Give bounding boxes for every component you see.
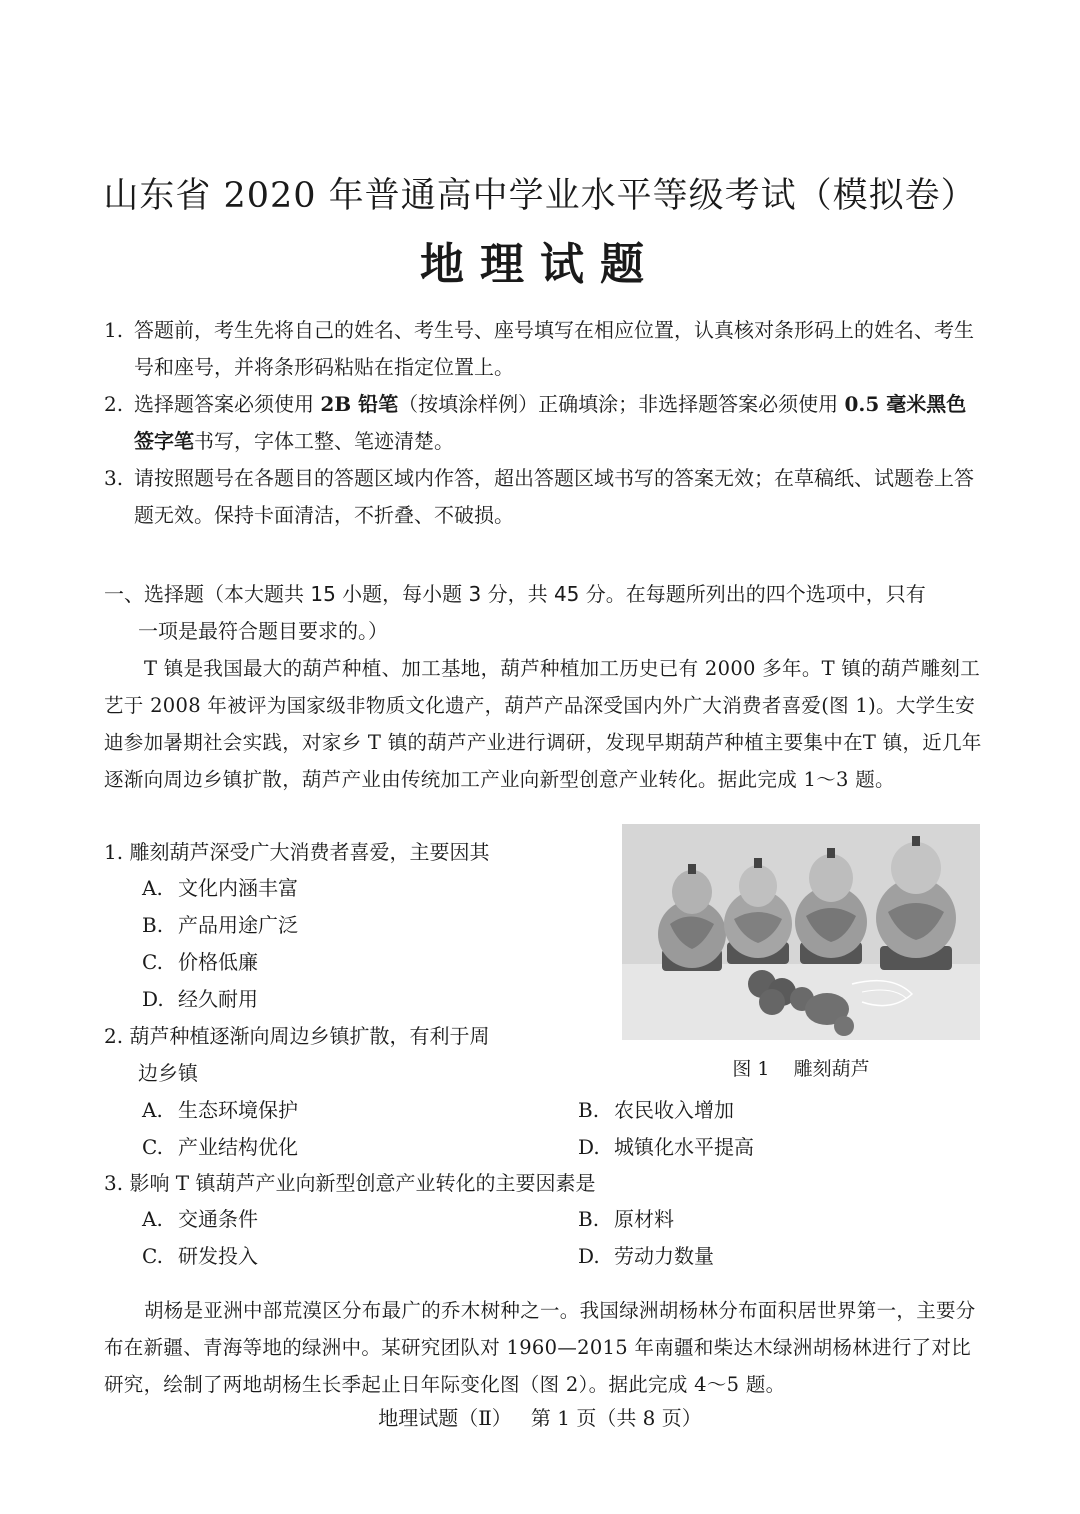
option-text: 城镇化水平提高 [614, 1135, 754, 1159]
option-letter: D. [578, 1135, 600, 1159]
option-letter: D. [578, 1244, 600, 1268]
option-text: 经久耐用 [178, 987, 258, 1011]
option-text: 交通条件 [178, 1207, 258, 1231]
question-3-option-c[interactable] [142, 1238, 258, 1274]
notice-number: 3. [104, 466, 124, 490]
question-2-stem: 2. 葫芦种植逐渐向周边乡镇扩散，有利于周 [104, 1024, 490, 1048]
notice-number: 2. [104, 392, 124, 416]
passage-2: 胡杨是亚洲中部荒漠区分布最广的乔木树种之一。我国绿洲胡杨林分布面积居世界第一，主要分布在新疆、青海等地的绿洲中。某研究团队对 1960—2015 年南疆和柴达木绿洲胡杨林进行了对比研究，绘制了两地胡杨生长季起止日年际变化图（图 2）。据此完成 4～5 题。 [104, 1299, 976, 1396]
section-heading-line: 一、选择题（本大题共 15 小题，每小题 3 分，共 45 分。在每题所列出的四个选项中，只有 [104, 582, 926, 606]
figure-1-caption: 图 1 雕刻葫芦 [732, 1058, 870, 1080]
question-2-option-c[interactable] [142, 1129, 298, 1165]
notice-3 [104, 460, 984, 534]
figure-1-carved-gourds-photo [622, 824, 980, 1040]
question-2-option-a[interactable] [142, 1092, 298, 1128]
carved-gourds-illustration [622, 824, 980, 1040]
passage-1: T 镇是我国最大的葫芦种植、加工基地，葫芦种植加工历史已有 2000 多年。T 镇的葫芦雕刻工艺于 2008 年被评为国家级非物质文化遗产，葫芦产品深受国内外广大消费者喜爱(图 1)。大学生安迪参加暑期社会实践，对家乡 T 镇的葫芦产业进行调研，发现早期葫芦种植主要集中在T 镇，近几年逐渐向周边乡镇扩散，葫芦产业由传统加工产业向新型创意产业转化。据此完成 1～3 题。 [104, 657, 982, 791]
option-text: 文化内涵丰富 [178, 876, 298, 900]
question-1-option-d[interactable] [142, 981, 258, 1017]
notice-text: 答题前，考生先将自己的姓名、考生号、座号填写在相应位置，认真核对条形码上的姓名、考生号和座号，并将条形码粘贴在指定位置上。 [134, 318, 974, 379]
option-letter: A. [142, 1098, 163, 1122]
notice-text-part: （按填涂样例）正确填涂；非选择题答案必须使用 [398, 392, 845, 416]
notice-text-part: 选择题答案必须使用 [134, 392, 321, 416]
exam-title: 山东省 2020 年普通高中学业水平等级考试（模拟卷） [103, 176, 977, 216]
option-letter: A. [142, 1207, 163, 1231]
option-text: 劳动力数量 [614, 1244, 714, 1268]
section-heading [104, 576, 984, 650]
option-text: 生态环境保护 [178, 1098, 298, 1122]
option-text: 产品用途广泛 [178, 913, 298, 937]
option-letter: B. [142, 913, 164, 937]
notice-text-part: 书写，字体工整、笔迹清楚。 [194, 429, 454, 453]
option-letter: D. [142, 987, 164, 1011]
option-text: 原材料 [614, 1207, 674, 1231]
option-text: 价格低廉 [178, 950, 258, 974]
option-letter: A. [142, 876, 163, 900]
option-letter: C. [142, 1135, 163, 1159]
option-text: 产业结构优化 [178, 1135, 298, 1159]
page-footer: 地理试题（Ⅱ） 第 1 页（共 8 页） [378, 1406, 702, 1430]
question-2-option-b[interactable] [578, 1092, 734, 1128]
question-2-option-d[interactable] [578, 1129, 754, 1165]
question-3-option-a[interactable] [142, 1201, 258, 1237]
question-3-stem: 3. 影响 T 镇葫芦产业向新型创意产业转化的主要因素是 [104, 1171, 596, 1195]
option-text: 研发投入 [178, 1244, 258, 1268]
option-letter: B. [578, 1098, 600, 1122]
question-1-option-b[interactable] [142, 907, 298, 943]
question-1-option-a[interactable] [142, 870, 298, 906]
notice-2 [104, 386, 984, 460]
section-heading-line: 一项是最符合题目要求的。） [138, 619, 388, 643]
notice-1 [104, 312, 984, 386]
notice-text [134, 386, 986, 460]
option-letter: C. [142, 950, 163, 974]
question-1-stem: 1. 雕刻葫芦深受广大消费者喜爱，主要因其 [104, 840, 490, 864]
question-1-option-c[interactable] [142, 944, 258, 980]
notice-emphasis: 2B 铅笔 [320, 392, 399, 416]
notice-emphasis: 0.5 毫米黑色签字笔 [134, 392, 967, 453]
question-2-stem-cont: 边乡镇 [138, 1061, 198, 1085]
exam-subject-title: 地理试题 [420, 239, 660, 290]
notice-number: 1. [104, 318, 124, 342]
question-3-option-b[interactable] [578, 1201, 674, 1237]
notice-text: 请按照题号在各题目的答题区域内作答，超出答题区域书写的答案无效；在草稿纸、试题卷上答题无效。保持卡面清洁，不折叠、不破损。 [134, 466, 974, 527]
option-text: 农民收入增加 [614, 1098, 734, 1122]
option-letter: B. [578, 1207, 600, 1231]
question-3-option-d[interactable] [578, 1238, 714, 1274]
option-letter: C. [142, 1244, 163, 1268]
